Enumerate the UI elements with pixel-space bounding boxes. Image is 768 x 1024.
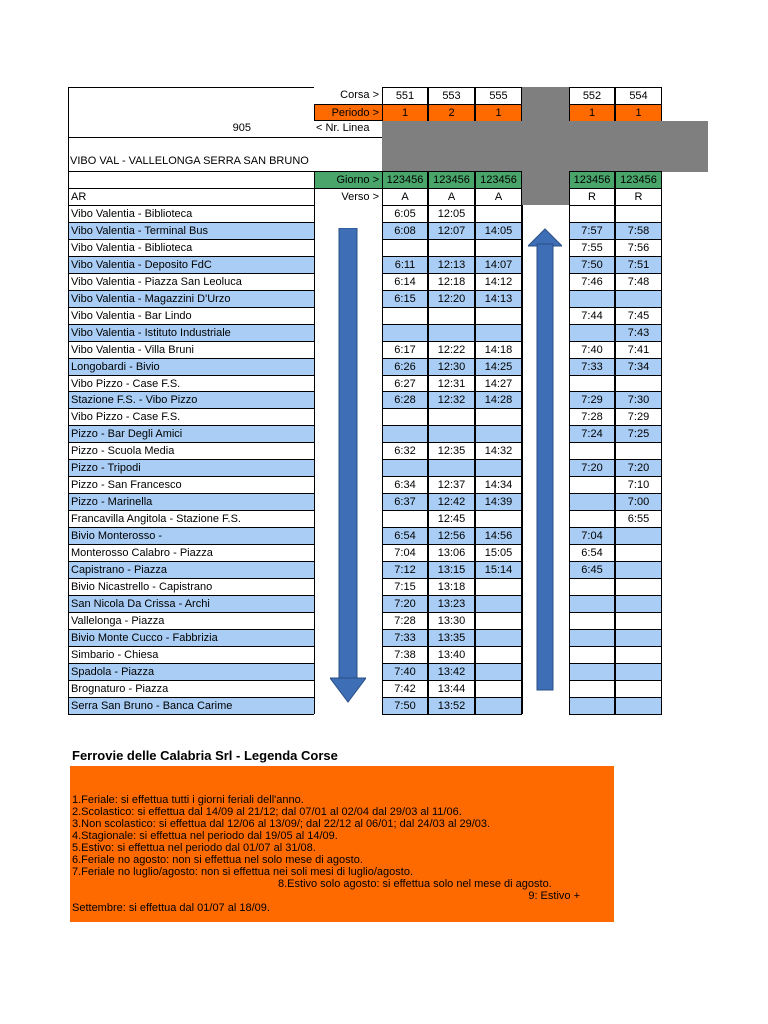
corsa-label: Corsa > <box>340 89 379 101</box>
verso-value: A <box>382 188 428 205</box>
time-cell <box>475 595 522 612</box>
time-cell: 14:12 <box>475 273 522 290</box>
time-cell <box>615 646 662 663</box>
stop-name: Pizzo - Tripodi <box>68 459 314 476</box>
table-bottom-times <box>382 714 522 715</box>
legend-line-2: 2.Scolastico: si effettua dal 14/09 al 21/12; dal 07/01 al 02/04 dal 29/03 al 11/06. <box>72 806 462 818</box>
time-cell: 13:35 <box>428 629 475 646</box>
time-cell: 13:42 <box>428 663 475 680</box>
stop-name: Vibo Valentia - Piazza San Leoluca <box>68 273 314 290</box>
time-cell <box>615 578 662 595</box>
time-cell <box>475 578 522 595</box>
time-cell: 6:54 <box>382 527 428 544</box>
time-cell: 6:15 <box>382 290 428 307</box>
time-cell: 7:00 <box>615 493 662 510</box>
time-cell: 6:32 <box>382 442 428 459</box>
time-cell: 7:38 <box>382 646 428 663</box>
time-cell: 6:11 <box>382 256 428 273</box>
time-cell: 6:08 <box>382 222 428 239</box>
stop-name: Spadola - Piazza <box>68 663 314 680</box>
time-cell: 12:31 <box>428 375 475 392</box>
time-cell: 6:26 <box>382 358 428 375</box>
stop-name: Stazione F.S. - Vibo Pizzo <box>68 391 314 408</box>
giorno-value: 123456 <box>382 171 428 188</box>
stop-name: Pizzo - Bar Degli Amici <box>68 425 314 442</box>
time-cell: 6:27 <box>382 375 428 392</box>
time-cell <box>382 307 428 324</box>
stop-name: Pizzo - Marinella <box>68 493 314 510</box>
time-cell: 6:45 <box>569 561 615 578</box>
time-cell: 12:07 <box>428 222 475 239</box>
stop-name: San Nicola Da Crissa - Archi <box>68 595 314 612</box>
time-cell: 14:18 <box>475 341 522 358</box>
time-cell: 12:13 <box>428 256 475 273</box>
time-cell: 6:37 <box>382 493 428 510</box>
giorno-value: 123456 <box>428 171 475 188</box>
time-cell: 12:32 <box>428 391 475 408</box>
time-cell <box>569 646 615 663</box>
time-cell: 13:44 <box>428 680 475 697</box>
time-cell: 7:58 <box>615 222 662 239</box>
time-cell <box>569 493 615 510</box>
stop-name: Vibo Valentia - Biblioteca <box>68 239 314 256</box>
giorno-value: 123456 <box>615 171 662 188</box>
time-cell <box>615 663 662 680</box>
time-cell: 15:05 <box>475 544 522 561</box>
time-cell: 6:34 <box>382 476 428 493</box>
legend-line-7: 7.Feriale no luglio/agosto: non si effettua nei soli mesi di luglio/agosto. <box>72 866 414 878</box>
time-cell: 7:29 <box>569 391 615 408</box>
table-bottom-left <box>68 714 314 715</box>
stop-name: Bivio Nicastrello - Capistrano <box>68 578 314 595</box>
verso-value: A <box>428 188 475 205</box>
time-cell <box>569 442 615 459</box>
time-cell: 14:27 <box>475 375 522 392</box>
arrow-lane-down <box>314 205 382 222</box>
legend-line-9: 9: Estivo + <box>528 890 580 902</box>
time-cell <box>382 239 428 256</box>
legend-line-1: 1.Feriale: si effettua tutti i giorni feriali dell'anno. <box>72 794 304 806</box>
time-cell: 13:06 <box>428 544 475 561</box>
time-cell: 7:44 <box>569 307 615 324</box>
time-cell <box>569 476 615 493</box>
spacer <box>68 171 314 188</box>
stop-name: Vibo Valentia - Istituto Industriale <box>68 324 314 341</box>
time-cell: 7:20 <box>569 459 615 476</box>
time-cell: 7:24 <box>569 425 615 442</box>
gray-block-giorno <box>522 171 569 205</box>
time-cell: 7:12 <box>382 561 428 578</box>
time-cell <box>615 442 662 459</box>
time-cell: 7:28 <box>382 612 428 629</box>
legend-line-6: 6.Feriale no agosto: non si effettua nel solo mese di agosto. <box>72 854 363 866</box>
time-cell <box>569 324 615 341</box>
periodo-label: Periodo > <box>314 104 382 121</box>
time-cell: 12:30 <box>428 358 475 375</box>
time-cell <box>615 629 662 646</box>
stop-name: Bivio Monterosso - <box>68 527 314 544</box>
time-cell <box>569 595 615 612</box>
time-cell: 12:05 <box>428 205 475 222</box>
time-cell: 6:05 <box>382 205 428 222</box>
time-cell: 14:13 <box>475 290 522 307</box>
periodo-value: 1 <box>382 104 428 121</box>
legend-line-8: 8.Estivo solo agosto: si effettua solo nel mese di agosto. <box>278 878 552 890</box>
corsa-number: 552 <box>569 87 615 104</box>
divider <box>68 137 382 138</box>
time-cell <box>475 307 522 324</box>
stop-name: Vallelonga - Piazza <box>68 612 314 629</box>
time-cell: 7:48 <box>615 273 662 290</box>
gray-block-top <box>522 87 569 121</box>
time-cell <box>382 324 428 341</box>
stop-name: Vibo Pizzo - Case F.S. <box>68 375 314 392</box>
time-cell <box>475 680 522 697</box>
time-cell <box>475 459 522 476</box>
time-cell: 6:54 <box>569 544 615 561</box>
stop-name: Bivio Monte Cucco - Fabbrizia <box>68 629 314 646</box>
time-cell: 7:40 <box>569 341 615 358</box>
time-cell <box>428 425 475 442</box>
time-cell: 14:05 <box>475 222 522 239</box>
time-cell: 14:56 <box>475 527 522 544</box>
periodo-value: 1 <box>615 104 662 121</box>
time-cell <box>382 459 428 476</box>
verso-value: A <box>475 188 522 205</box>
time-cell: 14:28 <box>475 391 522 408</box>
time-cell: 7:57 <box>569 222 615 239</box>
time-cell: 7:43 <box>615 324 662 341</box>
time-cell <box>428 408 475 425</box>
time-cell: 14:07 <box>475 256 522 273</box>
time-cell <box>382 425 428 442</box>
time-cell: 12:18 <box>428 273 475 290</box>
time-cell: 7:50 <box>569 256 615 273</box>
time-cell: 7:50 <box>382 697 428 714</box>
giorno-label: Giorno > <box>314 171 382 188</box>
periodo-value: 1 <box>475 104 522 121</box>
time-cell: 14:32 <box>475 442 522 459</box>
line-number: 905 <box>232 122 251 134</box>
giorno-value: 123456 <box>475 171 522 188</box>
time-cell: 14:25 <box>475 358 522 375</box>
time-cell: 6:28 <box>382 391 428 408</box>
time-cell <box>615 595 662 612</box>
stop-name: Pizzo - Scuola Media <box>68 442 314 459</box>
time-cell <box>569 578 615 595</box>
time-cell <box>382 408 428 425</box>
time-cell: 7:25 <box>615 425 662 442</box>
time-cell: 7:33 <box>382 629 428 646</box>
time-cell: 7:28 <box>569 408 615 425</box>
time-cell: 12:45 <box>428 510 475 527</box>
time-cell <box>569 375 615 392</box>
stop-name: Vibo Valentia - Terminal Bus <box>68 222 314 239</box>
stop-name: Vibo Pizzo - Case F.S. <box>68 408 314 425</box>
time-cell: 7:34 <box>615 358 662 375</box>
gray-block-mid <box>382 121 708 172</box>
time-cell <box>615 561 662 578</box>
time-cell <box>569 697 615 714</box>
down-arrow-icon <box>330 228 366 704</box>
stop-name: Serra San Bruno - Banca Carime <box>68 697 314 714</box>
time-cell <box>475 239 522 256</box>
giorno-value: 123456 <box>569 171 615 188</box>
time-cell: 12:35 <box>428 442 475 459</box>
legend-box <box>70 766 614 922</box>
time-cell: 7:30 <box>615 391 662 408</box>
time-cell <box>569 290 615 307</box>
corsa-number: 551 <box>382 87 428 104</box>
time-cell <box>428 459 475 476</box>
time-cell: 14:39 <box>475 493 522 510</box>
time-cell: 7:04 <box>382 544 428 561</box>
stop-name: Capistrano - Piazza <box>68 561 314 578</box>
time-cell: 6:17 <box>382 341 428 358</box>
time-cell <box>428 324 475 341</box>
time-cell <box>475 408 522 425</box>
time-cell: 12:42 <box>428 493 475 510</box>
time-cell <box>428 307 475 324</box>
time-cell: 7:04 <box>569 527 615 544</box>
time-cell <box>475 324 522 341</box>
stop-name: Vibo Valentia - Deposito FdC <box>68 256 314 273</box>
arrow-lane-up <box>522 697 569 714</box>
time-cell: 7:42 <box>382 680 428 697</box>
time-cell <box>615 290 662 307</box>
time-cell: 12:37 <box>428 476 475 493</box>
time-cell <box>475 646 522 663</box>
stop-name: Vibo Valentia - Bar Lindo <box>68 307 314 324</box>
time-cell <box>475 205 522 222</box>
time-cell: 12:20 <box>428 290 475 307</box>
verso-value: R <box>569 188 615 205</box>
stop-name: Longobardi - Bivio <box>68 358 314 375</box>
time-cell: 13:23 <box>428 595 475 612</box>
time-cell <box>475 697 522 714</box>
time-cell: 7:20 <box>382 595 428 612</box>
time-cell <box>569 510 615 527</box>
time-cell <box>475 510 522 527</box>
time-cell: 7:10 <box>615 476 662 493</box>
time-cell: 13:40 <box>428 646 475 663</box>
time-cell: 7:56 <box>615 239 662 256</box>
time-cell: 13:18 <box>428 578 475 595</box>
verso-value: R <box>615 188 662 205</box>
time-cell <box>569 205 615 222</box>
time-cell: 12:56 <box>428 527 475 544</box>
up-arrow-icon <box>528 228 562 692</box>
ar-label: AR <box>68 188 314 205</box>
route-title: VIBO VAL - VALLELONGA SERRA SAN BRUNO <box>70 155 309 167</box>
stop-name: Brognaturo - Piazza <box>68 680 314 697</box>
time-cell: 7:15 <box>382 578 428 595</box>
time-cell <box>475 663 522 680</box>
time-cell <box>615 544 662 561</box>
time-cell: 7:45 <box>615 307 662 324</box>
time-cell <box>615 697 662 714</box>
time-cell <box>475 612 522 629</box>
legend-line-10: Settembre: si effettua dal 01/07 al 18/09. <box>72 902 270 914</box>
stop-name: Vibo Valentia - Villa Bruni <box>68 341 314 358</box>
lane-edge <box>382 205 383 714</box>
time-cell <box>475 629 522 646</box>
stop-name: Monterosso Calabro - Piazza <box>68 544 314 561</box>
line-number-label: < Nr. Linea <box>316 122 370 134</box>
time-cell: 7:46 <box>569 273 615 290</box>
legend-line-3: 3.Non scolastico: si effettua dal 12/06 al 13/09/; dal 22/12 al 06/01; dal 24/03 al 29/03. <box>72 818 491 830</box>
periodo-value: 2 <box>428 104 475 121</box>
time-cell <box>428 239 475 256</box>
time-cell: 7:40 <box>382 663 428 680</box>
time-cell <box>569 680 615 697</box>
time-cell: 7:51 <box>615 256 662 273</box>
time-cell <box>475 425 522 442</box>
time-cell: 14:34 <box>475 476 522 493</box>
time-cell: 6:14 <box>382 273 428 290</box>
time-cell: 12:22 <box>428 341 475 358</box>
time-cell: 13:52 <box>428 697 475 714</box>
stop-name: Francavilla Angitola - Stazione F.S. <box>68 510 314 527</box>
time-cell: 6:55 <box>615 510 662 527</box>
time-cell <box>615 527 662 544</box>
time-cell <box>615 612 662 629</box>
time-cell <box>569 629 615 646</box>
time-cell <box>615 680 662 697</box>
stop-name: Simbario - Chiesa <box>68 646 314 663</box>
stop-name: Vibo Valentia - Magazzini D'Urzo <box>68 290 314 307</box>
time-cell: 7:55 <box>569 239 615 256</box>
time-cell <box>615 205 662 222</box>
stop-name: Vibo Valentia - Biblioteca <box>68 205 314 222</box>
corsa-number: 555 <box>475 87 522 104</box>
time-cell <box>615 375 662 392</box>
time-cell <box>569 612 615 629</box>
time-cell: 7:41 <box>615 341 662 358</box>
time-cell <box>382 510 428 527</box>
legend-line-5: 5.Estivo: si effettua nel periodo dal 01/07 al 31/08. <box>72 842 316 854</box>
periodo-value: 1 <box>569 104 615 121</box>
stop-name: Pizzo - San Francesco <box>68 476 314 493</box>
arrow-lane-up <box>522 205 569 222</box>
legend-line-4: 4.Stagionale: si effettua nel periodo dal 19/05 al 14/09. <box>72 830 338 842</box>
corsa-number: 554 <box>615 87 662 104</box>
time-cell: 15:14 <box>475 561 522 578</box>
corsa-number: 553 <box>428 87 475 104</box>
time-cell: 7:29 <box>615 408 662 425</box>
time-cell <box>569 663 615 680</box>
verso-label: Verso > <box>314 188 382 205</box>
legend-title: Ferrovie delle Calabria Srl - Legenda Corse <box>72 748 338 763</box>
table-bottom-times-r <box>569 714 662 715</box>
time-cell: 13:15 <box>428 561 475 578</box>
time-cell: 13:30 <box>428 612 475 629</box>
time-cell: 7:33 <box>569 358 615 375</box>
time-cell: 7:20 <box>615 459 662 476</box>
